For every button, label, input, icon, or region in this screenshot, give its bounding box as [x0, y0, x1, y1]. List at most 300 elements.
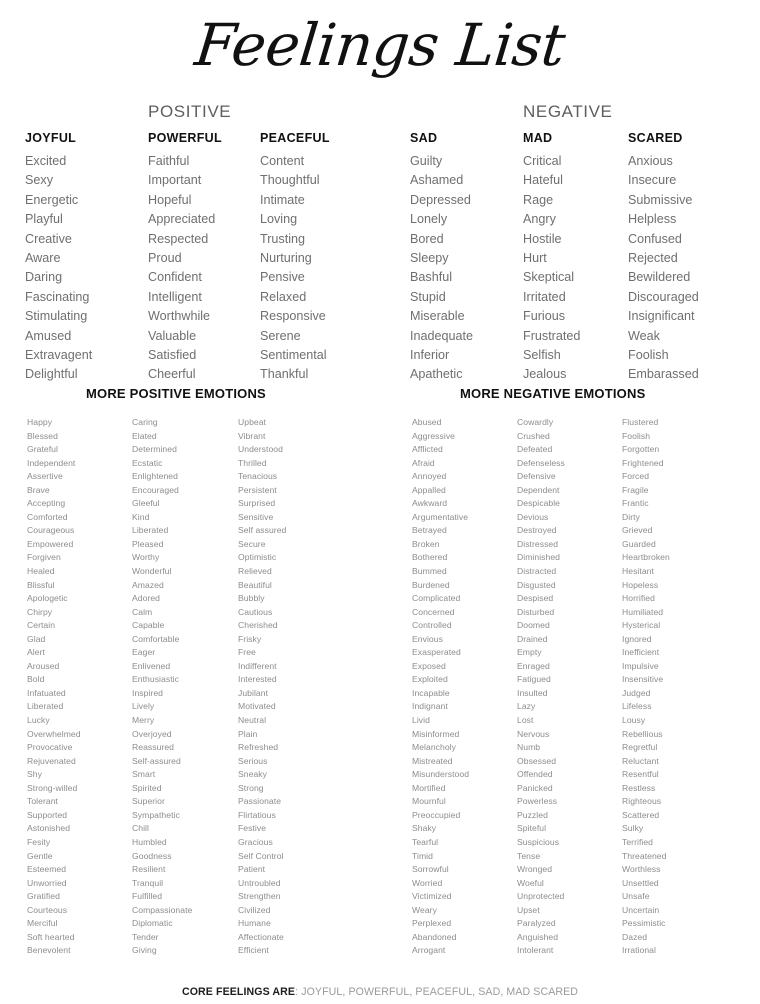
column-heading: JOYFUL: [25, 131, 77, 145]
section-heading-positive: POSITIVE: [148, 102, 232, 121]
feeling-word: Skeptical: [523, 270, 575, 285]
feeling-word-small: Numb: [517, 742, 541, 753]
feeling-word-small: Chill: [132, 823, 149, 834]
feeling-word: Weak: [628, 328, 660, 343]
feeling-word-small: Broken: [412, 538, 440, 549]
feeling-word-small: Awkward: [412, 498, 448, 509]
main-column-joyful: [25, 131, 150, 385]
feeling-word: Inferior: [410, 348, 450, 363]
feeling-word-small: Smart: [132, 769, 156, 780]
feeling-word: Lonely: [410, 212, 448, 227]
feeling-word-small: Defenseless: [517, 457, 565, 468]
feeling-word-small: Refreshed: [238, 742, 279, 753]
feeling-word-small: Humane: [238, 918, 271, 929]
feeling-word-small: Irrational: [622, 945, 656, 956]
feeling-word-small: Certain: [27, 620, 56, 631]
feeling-word-small: Courageous: [27, 525, 75, 536]
feeling-word-small: Tolerant: [27, 796, 58, 807]
feeling-word-small: Terrified: [622, 836, 654, 847]
feeling-word-small: Destroyed: [517, 525, 557, 536]
feeling-word: Sexy: [25, 173, 53, 188]
feeling-word: Pensive: [260, 270, 305, 285]
feeling-word-small: Flirtatious: [238, 809, 276, 820]
page-header: [0, 0, 760, 92]
feeling-word-small: Afraid: [412, 457, 435, 468]
feeling-word: Discouraged: [628, 289, 699, 304]
feeling-word-small: Misinformed: [412, 728, 460, 739]
feeling-word-small: Efficient: [238, 945, 269, 956]
feeling-word-small: Horrified: [622, 593, 655, 604]
feeling-word-small: Provocative: [27, 742, 73, 753]
feeling-word-small: Melancholy: [412, 742, 456, 753]
feeling-word-small: Worthless: [622, 864, 661, 875]
feeling-word-small: Sensitive: [238, 511, 274, 522]
feeling-word-small: Merciful: [27, 918, 58, 929]
feeling-word-small: Apologetic: [27, 593, 68, 604]
feeling-word-small: Calm: [132, 606, 153, 617]
feeling-word: Guilty: [410, 154, 443, 168]
feeling-word-small: Compassionate: [132, 904, 193, 915]
feeling-word: Hopeful: [148, 192, 192, 207]
feeling-word-small: Glad: [27, 633, 46, 644]
feeling-word-small: Capable: [132, 620, 165, 631]
feeling-word-small: Happy: [27, 417, 53, 427]
feeling-word-small: Flustered: [622, 417, 659, 427]
footer-lead: CORE FEELINGS ARE: [181, 986, 296, 998]
column-heading: SAD: [410, 131, 438, 145]
feeling-word-small: Diminished: [517, 552, 561, 563]
feeling-word-small: Impulsive: [622, 660, 659, 671]
feeling-word-small: Mortified: [412, 782, 446, 793]
feeling-word: Helpless: [628, 212, 677, 227]
feeling-word-small: Upset: [517, 904, 540, 915]
feeling-word-small: Lifeless: [622, 701, 652, 712]
feeling-word-small: Afflicted: [412, 444, 443, 455]
feeling-word-small: Worried: [412, 877, 443, 888]
feeling-word-small: Empty: [517, 647, 542, 658]
feeling-word-small: Goodness: [132, 850, 172, 861]
feeling-word-small: Perplexed: [412, 918, 452, 929]
feeling-word-small: Aroused: [27, 660, 60, 671]
feeling-word-small: Disturbed: [517, 606, 555, 617]
feeling-word: Stimulating: [25, 309, 88, 324]
feeling-word-small: Relieved: [238, 566, 272, 577]
feeling-word-small: Lively: [132, 701, 155, 712]
feeling-word-small: Comfortable: [132, 633, 180, 644]
feeling-word-small: Motivated: [238, 701, 276, 712]
feeling-word: Extravagent: [25, 348, 93, 363]
feeling-word-small: Unsafe: [622, 891, 650, 902]
feeling-word-small: Merry: [132, 715, 155, 726]
feeling-word-small: Tenacious: [238, 471, 278, 482]
feeling-word: Hurt: [523, 251, 547, 266]
feeling-word-small: Understood: [238, 444, 283, 455]
feeling-word-small: Controlled: [412, 620, 452, 631]
feeling-word: Inadequate: [410, 328, 474, 343]
feeling-word-small: Overwhelmed: [27, 728, 81, 739]
feeling-word-small: Cowardly: [517, 417, 554, 427]
feeling-word-small: Bubbly: [238, 593, 265, 604]
feeling-word-small: Drained: [517, 633, 548, 644]
more-positive-column-1: [27, 416, 139, 958]
feeling-word-small: Annoyed: [412, 471, 447, 482]
feeling-word-small: Encouraged: [132, 484, 179, 495]
feeling-word-small: Restless: [622, 782, 656, 793]
feeling-word-small: Heartbroken: [622, 552, 670, 563]
more-negative-column-1: [412, 416, 524, 958]
feeling-word-small: Regretful: [622, 742, 658, 753]
feeling-word-small: Forgiven: [27, 552, 61, 563]
feeling-word: Sentimental: [260, 348, 327, 363]
feeling-word-small: Optimistic: [238, 552, 277, 563]
feeling-word-small: Soft hearted: [27, 931, 75, 942]
feeling-word-small: Strong: [238, 782, 264, 793]
feeling-word-small: Overjoyed: [132, 728, 172, 739]
feeling-word-small: Dazed: [622, 931, 648, 942]
feeling-word-small: Eager: [132, 647, 156, 658]
page-title: Feelings List: [191, 11, 569, 79]
feeling-word-small: Kind: [132, 511, 150, 522]
feeling-word: Excited: [25, 154, 67, 168]
feeling-word-small: Bold: [27, 674, 45, 685]
footer-note: [0, 986, 760, 998]
feeling-word-small: Indifferent: [238, 660, 277, 671]
feeling-word-small: Sorrowful: [412, 864, 449, 875]
feeling-word-small: Judged: [622, 687, 651, 698]
feeling-word-small: Wonderful: [132, 566, 172, 577]
feeling-word-small: Appalled: [412, 484, 446, 495]
feeling-word-small: Empowered: [27, 538, 74, 549]
feeling-word-small: Sulky: [622, 823, 644, 834]
feeling-word-small: Supported: [27, 809, 68, 820]
feeling-word: Rage: [523, 192, 554, 207]
feeling-word: Confident: [148, 270, 202, 285]
feeling-word-small: Arrogant: [412, 945, 446, 956]
feeling-word-small: Timid: [412, 850, 433, 861]
feeling-word-small: Sympathetic: [132, 809, 180, 820]
feeling-word-small: Rejuvenated: [27, 755, 76, 766]
feeling-word-small: Ecstatic: [132, 457, 163, 468]
feeling-word-small: Spiteful: [517, 823, 547, 834]
feeling-word-small: Gracious: [238, 836, 273, 847]
feeling-word-small: Neutral: [238, 715, 267, 726]
feeling-word-small: Humbled: [132, 836, 167, 847]
feeling-word-small: Unworried: [27, 877, 67, 888]
feeling-word: Stupid: [410, 289, 446, 304]
feeling-word-small: Ignored: [622, 633, 652, 644]
feeling-word-small: Comforted: [27, 511, 68, 522]
feeling-word: Serene: [260, 328, 301, 343]
feeling-word-small: Interested: [238, 674, 277, 685]
feeling-word-small: Nervous: [517, 728, 550, 739]
feeling-word-small: Fatigued: [517, 674, 551, 685]
feeling-word-small: Superior: [132, 796, 165, 807]
feeling-word-small: Inspired: [132, 687, 163, 698]
feeling-word: Embarassed: [628, 367, 699, 382]
feeling-word-small: Insensitive: [622, 674, 664, 685]
feeling-word: Thankful: [260, 367, 309, 382]
feeling-word-small: Forgotten: [622, 444, 660, 455]
section-heading-more-positive: MORE POSITIVE EMOTIONS: [86, 386, 266, 401]
feeling-word-small: Strengthen: [238, 891, 281, 902]
column-heading: SCARED: [628, 131, 683, 145]
feeling-word-small: Powerless: [517, 796, 558, 807]
feeling-word-small: Blessed: [27, 430, 58, 441]
feeling-word-small: Diplomatic: [132, 918, 173, 929]
feeling-word-small: Esteemed: [27, 864, 67, 875]
feeling-word-small: Unsettled: [622, 877, 659, 888]
feeling-word-small: Caring: [132, 417, 158, 427]
feeling-word-small: Unprotected: [517, 891, 565, 902]
feeling-word-small: Inefficient: [622, 647, 660, 658]
feeling-word: Intimate: [260, 192, 305, 207]
feeling-word-small: Aggressive: [412, 430, 456, 441]
feeling-word: Aware: [25, 251, 61, 266]
feeling-word: Bewildered: [628, 270, 691, 285]
feeling-word-small: Free: [238, 647, 256, 658]
more-positive-column-3: [238, 416, 350, 958]
feeling-word: Critical: [523, 154, 562, 168]
feeling-word-small: Guarded: [622, 538, 656, 549]
feeling-word-small: Hysterical: [622, 620, 661, 631]
feeling-word-small: Tranquil: [132, 877, 164, 888]
feeling-word-small: Dependent: [517, 484, 560, 495]
feeling-word-small: Panicked: [517, 782, 553, 793]
feeling-word-small: Incapable: [412, 687, 450, 698]
feeling-word-small: Fragile: [622, 484, 649, 495]
feeling-word-small: Resentful: [622, 769, 659, 780]
feeling-word-small: Frisky: [238, 633, 262, 644]
more-negative-column-2: [517, 416, 629, 958]
feeling-word-small: Strong-willed: [27, 782, 78, 793]
feeling-word-small: Civilized: [238, 904, 271, 915]
feeling-word-small: Enlightened: [132, 471, 178, 482]
feeling-word-small: Astonished: [27, 823, 71, 834]
feeling-word: Worthwhile: [148, 309, 211, 324]
more-positive-column-2: [132, 416, 244, 958]
feeling-word-small: Insulted: [517, 687, 548, 698]
feeling-word-small: Cautious: [238, 606, 273, 617]
feeling-word: Thoughtful: [260, 173, 320, 188]
feeling-word-small: Shy: [27, 769, 42, 780]
feeling-word: Rejected: [628, 251, 678, 266]
feeling-word: Relaxed: [260, 289, 307, 304]
feeling-word-small: Defensive: [517, 471, 556, 482]
feeling-word-small: Adored: [132, 593, 161, 604]
feeling-word-small: Patient: [238, 864, 266, 875]
feeling-word-small: Liberated: [132, 525, 169, 536]
feeling-word-small: Worthy: [132, 552, 160, 563]
feeling-word-small: Lousy: [622, 715, 646, 726]
feeling-word: Frustrated: [523, 328, 581, 343]
feeling-word: Nurturing: [260, 251, 312, 266]
feeling-word: Confused: [628, 231, 682, 246]
feeling-word-small: Mournful: [412, 796, 446, 807]
feeling-word-small: Grateful: [27, 444, 58, 455]
feeling-word-small: Disgusted: [517, 579, 556, 590]
feeling-word-small: Puzzled: [517, 809, 548, 820]
feeling-word-small: Elated: [132, 430, 157, 441]
feeling-word-small: Self assured: [238, 525, 287, 536]
feeling-word-small: Exasperated: [412, 647, 461, 658]
feeling-word-small: Dirty: [622, 511, 640, 522]
feeling-word-small: Bummed: [412, 566, 447, 577]
main-column-sad: [410, 131, 535, 385]
feeling-word-small: Hopeless: [622, 579, 659, 590]
feeling-word: Hostile: [523, 231, 562, 246]
feeling-word-small: Preoccupied: [412, 809, 461, 820]
feeling-word-small: Lazy: [517, 701, 536, 712]
main-column-scared: [628, 131, 753, 385]
feeling-word-small: Independent: [27, 457, 76, 468]
feeling-word-small: Offended: [517, 769, 553, 780]
feeling-word-small: Burdened: [412, 579, 450, 590]
feeling-word-small: Determined: [132, 444, 177, 455]
feeling-word-small: Chirpy: [27, 606, 53, 617]
feeling-word-small: Exploited: [412, 674, 448, 685]
feeling-word-small: Tearful: [412, 836, 439, 847]
feeling-word: Sleepy: [410, 251, 449, 266]
feeling-word-small: Liberated: [27, 701, 64, 712]
feeling-word: Bored: [410, 231, 444, 246]
feeling-word-small: Frightened: [622, 457, 664, 468]
feeling-word-small: Amazed: [132, 579, 164, 590]
feeling-word-small: Frantic: [622, 498, 649, 509]
feeling-word-small: Healed: [27, 566, 55, 577]
feeling-word: Fascinating: [25, 289, 90, 304]
footer-rest: : JOYFUL, POWERFUL, PEACEFUL, SAD, MAD SCARED: [295, 986, 579, 998]
feeling-word: Respected: [148, 231, 209, 246]
feeling-word: Submissive: [628, 192, 693, 207]
feeling-word: Delightful: [25, 367, 78, 382]
feeling-word-small: Threatened: [622, 850, 667, 861]
feeling-word-small: Gleeful: [132, 498, 160, 509]
feeling-word-small: Defeated: [517, 444, 553, 455]
feeling-word-small: Indignant: [412, 701, 448, 712]
feeling-word: Important: [148, 173, 202, 188]
feeling-word-small: Tender: [132, 931, 159, 942]
feeling-word-small: Alert: [27, 647, 45, 658]
feeling-word-small: Jubilant: [238, 687, 269, 698]
feeling-word-small: Abandoned: [412, 931, 457, 942]
feeling-word-small: Humiliated: [622, 606, 664, 617]
feeling-word: Insignificant: [628, 309, 695, 324]
feeling-word-small: Weary: [412, 904, 437, 915]
feeling-word-small: Cherished: [238, 620, 278, 631]
feeling-word-small: Scattered: [622, 809, 660, 820]
feeling-word-small: Enlivened: [132, 660, 171, 671]
feeling-word-small: Woeful: [517, 877, 544, 888]
feeling-word: Daring: [25, 270, 63, 285]
feeling-word-small: Pessimistic: [622, 918, 666, 929]
feeling-word-small: Obsessed: [517, 755, 557, 766]
feeling-word-small: Misunderstood: [412, 769, 470, 780]
feeling-word-small: Shaky: [412, 823, 437, 834]
feeling-word-small: Resilient: [132, 864, 166, 875]
feeling-word-small: Foolish: [622, 430, 651, 441]
feeling-word-small: Envious: [412, 633, 443, 644]
feeling-word-small: Exposed: [412, 660, 446, 671]
feeling-word-small: Wronged: [517, 864, 553, 875]
feeling-word-small: Courteous: [27, 904, 68, 915]
feeling-word-small: Untroubled: [238, 877, 281, 888]
feeling-word-small: Crushed: [517, 430, 550, 441]
feeling-word-small: Enthusiastic: [132, 674, 179, 685]
feeling-word: Furious: [523, 309, 565, 324]
feeling-word-small: Righteous: [622, 796, 662, 807]
feeling-word: Anxious: [628, 154, 673, 168]
feeling-word: Faithful: [148, 154, 190, 168]
feeling-word-small: Grieved: [622, 525, 653, 536]
feeling-word-small: Reassured: [132, 742, 175, 753]
feeling-word-small: Livid: [412, 715, 430, 726]
feeling-word-small: Secure: [238, 538, 266, 549]
feeling-word-small: Despised: [517, 593, 554, 604]
feeling-word: Content: [260, 154, 305, 168]
feeling-word: Playful: [25, 212, 63, 227]
feeling-word-small: Infatuated: [27, 687, 66, 698]
feeling-word-small: Abused: [412, 417, 442, 427]
feeling-word: Energetic: [25, 192, 79, 207]
feeling-word-small: Fesity: [27, 836, 51, 847]
column-heading: POWERFUL: [148, 131, 222, 145]
main-column-powerful: [148, 131, 273, 385]
feeling-word: Foolish: [628, 348, 669, 363]
feeling-word-small: Passionate: [238, 796, 282, 807]
feeling-word: Irritated: [523, 289, 566, 304]
feeling-word: Hateful: [523, 173, 563, 188]
feeling-word-small: Argumentative: [412, 511, 469, 522]
feeling-word: Proud: [148, 251, 182, 266]
feeling-word: Loving: [260, 212, 298, 227]
feeling-word-small: Persistent: [238, 484, 277, 495]
feeling-word-small: Enraged: [517, 660, 550, 671]
feeling-word-small: Gentle: [27, 850, 53, 861]
feeling-word-small: Surprised: [238, 498, 276, 509]
feeling-word-small: Giving: [132, 945, 157, 956]
feeling-word-small: Despicable: [517, 498, 561, 509]
feeling-word: Miserable: [410, 309, 465, 324]
feeling-word-small: Serious: [238, 755, 268, 766]
feeling-word-small: Thrilled: [238, 457, 267, 468]
more-negative-column-3: [622, 416, 734, 958]
feeling-word: Creative: [25, 231, 72, 246]
feeling-word-small: Devious: [517, 511, 549, 522]
feeling-word: Depressed: [410, 192, 471, 207]
feeling-word-small: Plain: [238, 728, 258, 739]
feeling-word-small: Uncertain: [622, 904, 660, 915]
feeling-word-small: Tense: [517, 850, 541, 861]
feeling-word-small: Bothered: [412, 552, 448, 563]
feeling-word: Satisfied: [148, 348, 197, 363]
feeling-word-small: Complicated: [412, 593, 461, 604]
feeling-word-small: Anguished: [517, 931, 559, 942]
feeling-word-small: Forced: [622, 471, 650, 482]
feeling-word-small: Blissful: [27, 579, 55, 590]
feeling-word-small: Accepting: [27, 498, 66, 509]
feeling-word-small: Victimized: [412, 891, 452, 902]
feeling-word: Responsive: [260, 309, 326, 324]
feeling-word-small: Distressed: [517, 538, 559, 549]
feeling-word-small: Self-assured: [132, 755, 181, 766]
feeling-word-small: Concerned: [412, 606, 455, 617]
feeling-word-small: Gratified: [27, 891, 60, 902]
feeling-word-small: Pleased: [132, 538, 164, 549]
feeling-word-small: Brave: [27, 484, 50, 495]
column-heading: MAD: [523, 131, 553, 145]
feeling-word: Amused: [25, 328, 72, 343]
feeling-word-small: Suspicious: [517, 836, 560, 847]
